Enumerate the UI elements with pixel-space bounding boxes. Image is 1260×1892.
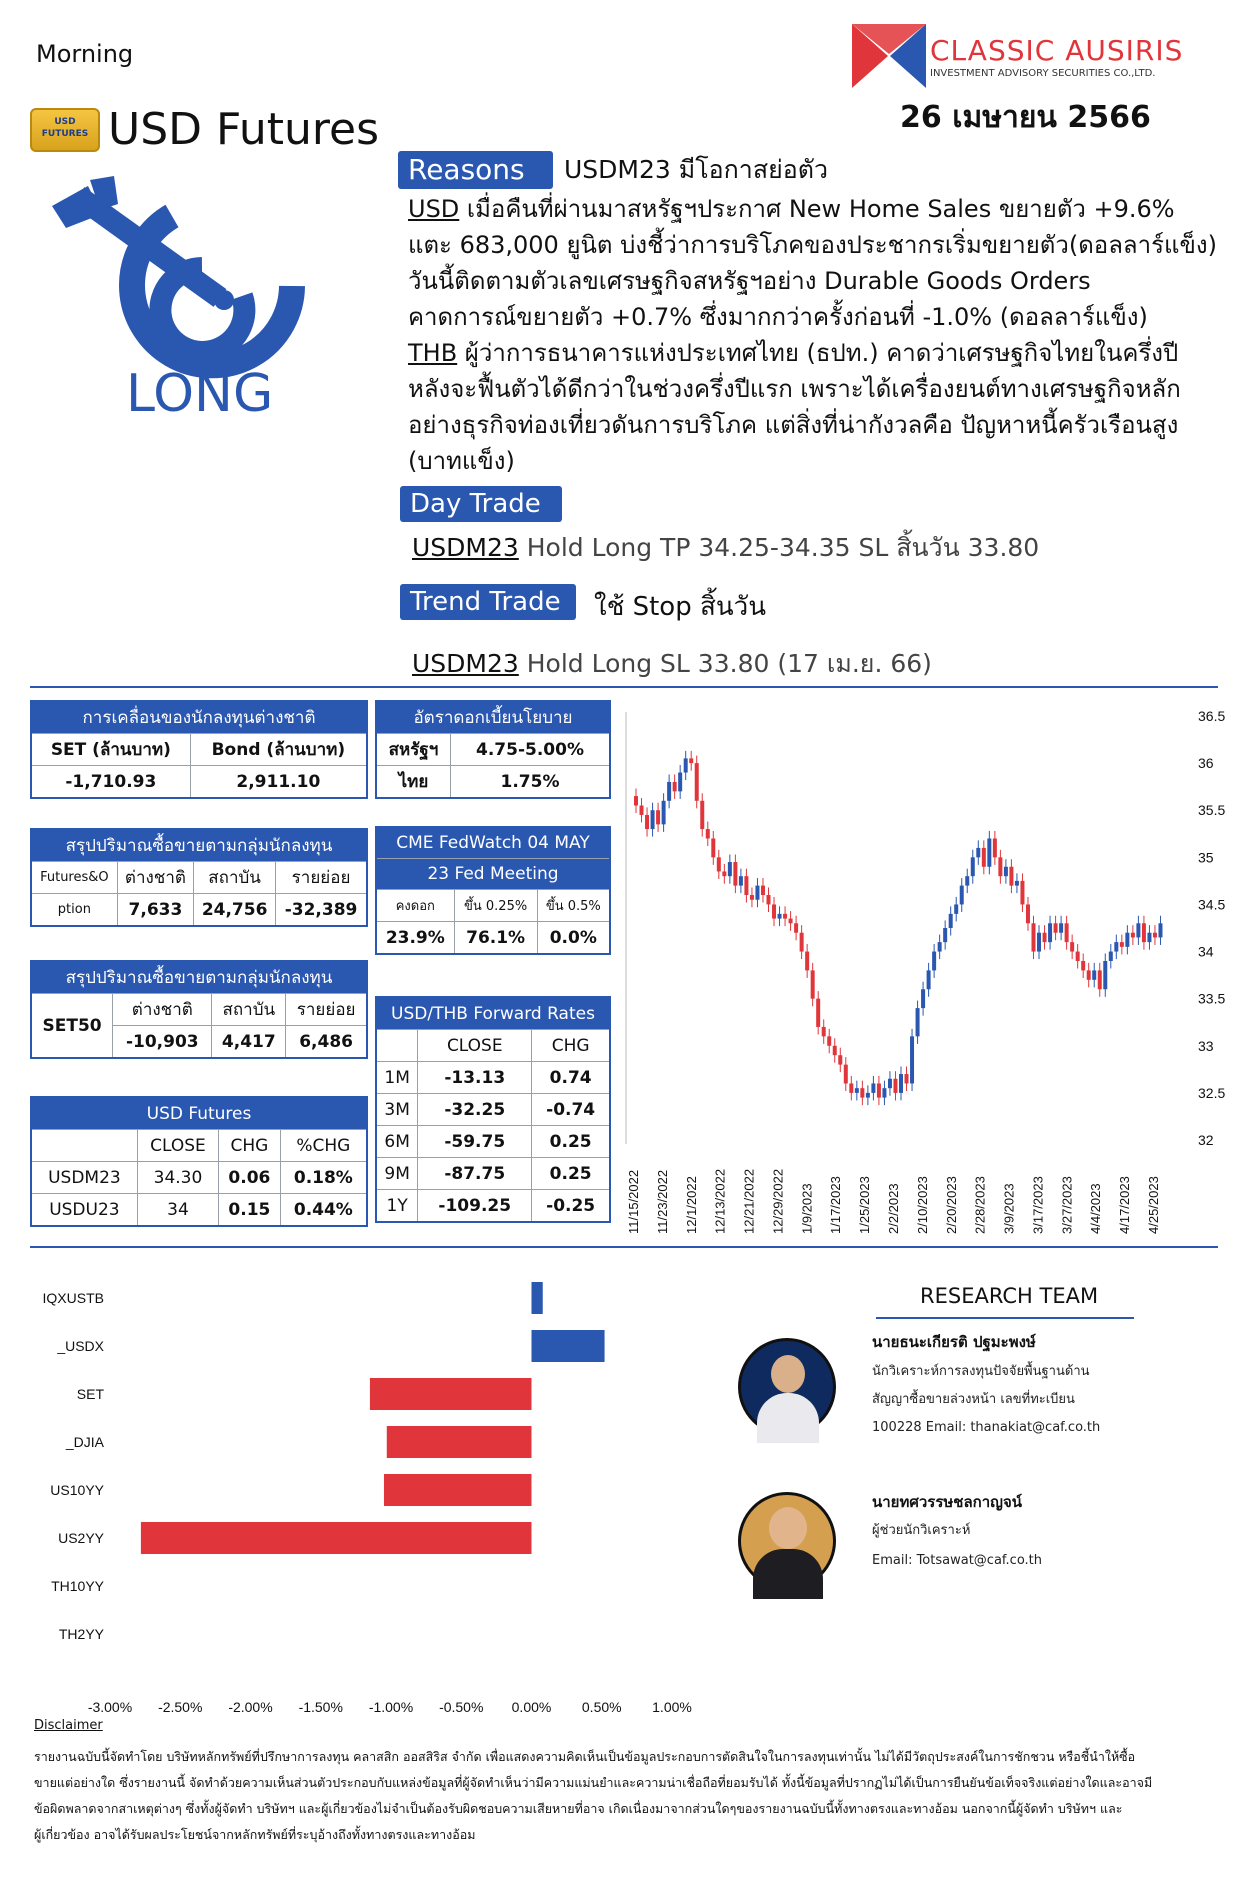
table-row: 9M -87.75 0.25 — [376, 1158, 610, 1190]
candle-body — [921, 989, 925, 1008]
candle-body — [998, 857, 1002, 876]
candle-body — [888, 1079, 892, 1088]
reason-line-1: USD เมื่อคืนที่ผ่านมาสหรัฐฯประกาศ New Home Sales ขยายตัว +9.6% — [408, 195, 1175, 223]
fedwatch-v-25: 76.1% — [454, 922, 537, 955]
x-tick-label: -2.00% — [228, 1699, 273, 1715]
bar — [384, 1474, 532, 1506]
x-tick-label: 1/17/2023 — [828, 1176, 844, 1234]
reasons-headline: USDM23 มีโอกาสย่อตัว — [564, 155, 829, 184]
disclaimer-body: รายงานฉบับนี้จัดทำโดย บริษัทหลักทรัพย์ที่ปรึกษาการลงทุน คลาสสิก ออสสิริส จำกัด เพื่อแสดงความคิดเห็นเป็นข้อมูลประกอบการตัดสินใจในการลงทุนเท่านั้น ไม่ได้มีวัตถุประสงค์ในการชักชวน หรือชี้นำให้ซื้อ ขายแต่อย่างใด ซึ่งรายงานนี้ จัดทำด้วยความเห็นส่วนตัวประกอบกับแหล่งข้อมูลที่ผู้จัดทำเห็นว่ามีความแม่นยำและความน่าเชื่อถือที่ยอมรับได้ ทั้งนี้ข้อมูลที่ปรากฏไม่ได้เป็นการยืนยันข้อเท็จจริงแต่อย่างใดและอาจมี ข้อผิดพลาดจากสาเหตุต่างๆ ซึ่งทั้งผู้จัดทำ บริษัทฯ และผู้เกี่ยวข้องไม่จำเป็นต้องรับผิดชอบความเสียหายที่อาจ เกิดเนื่องมาจากส่วนใดๆของรายงานฉบับนี้ทั้งทางตรงและทางอ้อม นอกจากนี้ผู้จัดทำ บริษัทฯ และ ผู้เกี่ยวข้อง อาจได้รับผลประโยชน์จากหลักทรัพย์ที่ระบุอ้างถึงทั้งทางตรงและทางอ้อม — [34, 1749, 1153, 1842]
x-tick-label: 3/9/2023 — [1001, 1183, 1017, 1234]
candle-body — [678, 773, 682, 792]
position-label: LONG — [126, 364, 274, 424]
value-set: -1,710.93 — [31, 766, 190, 799]
y-tick-label: 32.5 — [1198, 1084, 1226, 1101]
candle-body — [976, 848, 980, 857]
y-tick-label: 33.5 — [1198, 990, 1226, 1007]
usd-futures-logo — [30, 108, 100, 152]
set50-flow-table — [30, 960, 368, 1059]
x-tick-label: 12/1/2022 — [683, 1176, 699, 1234]
day-trade-label: Day Trade — [400, 486, 562, 522]
candle-body — [772, 904, 776, 918]
x-tick-label: -1.50% — [298, 1699, 343, 1715]
policy-country-th: ไทย — [376, 766, 450, 799]
usd-futures-h-pchg: %CHG — [280, 1130, 367, 1162]
member-2-name: นายทศวรรษชลกาญจน์ — [872, 1493, 1022, 1511]
fwd-h-0 — [376, 1030, 418, 1062]
x-tick-label: 4/17/2023 — [1117, 1176, 1133, 1234]
set50-label: SET50 — [31, 994, 113, 1059]
candle-body — [794, 923, 798, 932]
candle-body — [789, 919, 793, 924]
x-tick-label: 2/2/2023 — [886, 1183, 901, 1234]
page-title: USD Futures — [108, 104, 380, 155]
futures-flow-h-foreign: ต่างชาติ — [117, 862, 193, 894]
policy-rate-us: 4.75-5.00% — [450, 734, 610, 766]
candle-body — [827, 1036, 831, 1045]
candle-body — [938, 942, 942, 951]
candle-body — [695, 763, 699, 801]
bar — [370, 1378, 532, 1410]
candle-body — [1109, 952, 1113, 961]
morning-label: Morning — [36, 40, 134, 68]
candle-body — [717, 857, 721, 871]
candle-body — [805, 952, 809, 971]
candle-body — [1092, 970, 1096, 979]
candle-body — [855, 1088, 859, 1093]
table-row: USDU23 34 0.15 0.44% — [31, 1194, 367, 1227]
forward-rates-table — [375, 996, 611, 1223]
x-tick-label: 12/21/2022 — [741, 1168, 757, 1234]
candle-body — [905, 1074, 909, 1083]
member-2-details: ผู้ช่วยนักวิเคราะห์ Email: Totsawat@caf.co.th — [872, 1523, 1043, 1568]
reason-tag-thb: THB — [408, 339, 458, 367]
reason-line-2: แตะ 683,000 ยูนิต บ่งชี้ว่าการบริโภคของประชากรเริ่มขยายตัว(ดอลลาร์แข็ง) — [408, 231, 1217, 259]
market-change-bar-chart — [30, 1264, 720, 1715]
bar — [387, 1426, 532, 1458]
table-row: USDM23 34.30 0.06 0.18% — [31, 1162, 367, 1194]
research-team-underline — [876, 1317, 1134, 1319]
y-tick-label: 34.5 — [1198, 896, 1226, 913]
candle-body — [1043, 933, 1047, 942]
set50-v-inst: 4,417 — [212, 1026, 286, 1059]
policy-rate-table — [375, 700, 611, 799]
candle-body — [1087, 970, 1091, 979]
trend-trade-note: ใช้ Stop สิ้นวัน — [594, 592, 766, 622]
table-row: 6M -59.75 0.25 — [376, 1126, 610, 1158]
candle-body — [971, 857, 975, 876]
y-tick-label: 34 — [1198, 943, 1214, 960]
member-1-name: นายธนะเกียรติ ปฐมะพงษ์ — [872, 1333, 1036, 1351]
x-tick-label: 2/28/2023 — [972, 1176, 988, 1234]
x-tick-label: 11/23/2022 — [654, 1169, 670, 1234]
futures-flow-v-foreign: 7,633 — [117, 894, 193, 927]
set50-h-foreign: ต่างชาติ — [113, 994, 212, 1026]
fedwatch-table — [375, 826, 611, 955]
policy-rate-th: 1.75% — [450, 766, 610, 799]
candle-body — [800, 933, 804, 952]
trend-trade-symbol: USDM23 — [412, 649, 519, 678]
candle-body — [1054, 923, 1058, 932]
candle-body — [1059, 923, 1063, 932]
futures-flow-label-a: Futures&O — [31, 862, 117, 894]
fwd-h-chg: CHG — [532, 1030, 610, 1062]
candle-body — [965, 876, 969, 885]
fedwatch-h-hold: คงดอก — [376, 890, 454, 922]
reasons-body — [408, 191, 1258, 479]
candle-body — [1032, 923, 1036, 951]
candle-body — [700, 801, 704, 829]
candle-body — [706, 829, 710, 838]
candle-body — [750, 895, 754, 900]
candle-body — [1026, 904, 1030, 923]
target-icon — [52, 176, 302, 376]
category-label: IQXUSTB — [42, 1290, 104, 1306]
fedwatch-h-50: ขึ้น 0.5% — [537, 890, 610, 922]
x-tick-label: 2/20/2023 — [943, 1176, 959, 1234]
candle-body — [949, 914, 953, 928]
reason-line-7: อย่างธุรกิจท่องเที่ยวดันการบริโภค แต่สิ่งที่น่ากังวลคือ ปัญหาหนี้ครัวเรือนสูง — [408, 411, 1179, 439]
bar — [532, 1282, 543, 1314]
fedwatch-title-a: CME FedWatch 04 MAY — [376, 827, 610, 859]
usd-futures-h-chg: CHG — [219, 1130, 281, 1162]
company-name: CLASSIC AUSIRIS — [930, 34, 1184, 67]
candle-body — [744, 876, 748, 895]
candle-body — [1004, 867, 1008, 876]
x-tick-label: 11/15/2022 — [626, 1169, 641, 1234]
candle-body — [651, 810, 655, 829]
candle-body — [667, 782, 671, 801]
candle-body — [932, 952, 936, 971]
candle-body — [1081, 961, 1085, 970]
fedwatch-title-b: 23 Fed Meeting — [376, 859, 610, 890]
candle-body — [1153, 933, 1157, 938]
candle-body — [739, 876, 743, 885]
reason-line-5: THB ผู้ว่าการธนาคารแห่งประเทศไทย (ธปท.) คาดว่าเศรษฐกิจไทยในครึ่งปี — [408, 339, 1179, 367]
report-date: 26 เมษายน 2566 — [900, 100, 1151, 135]
member-1-details: นักวิเคราะห์การลงทุนปัจจัยพื้นฐานด้าน สัญญาซื้อขายล่วงหน้า เลขที่ทะเบียน 100228 Email: thanakiat@caf.co.th — [872, 1364, 1101, 1435]
reason-tag-usd: USD — [408, 195, 460, 223]
candle-body — [993, 838, 997, 857]
futures-flow-label-b: ption — [31, 894, 117, 927]
company-subtitle: INVESTMENT ADVISORY SECURITIES CO.,LTD. — [930, 68, 1156, 79]
candle-body — [893, 1079, 897, 1093]
candle-body — [733, 862, 737, 886]
category-label: _DJIA — [65, 1434, 104, 1450]
reason-line-8: (บาทแข็ง) — [408, 447, 515, 475]
candle-body — [916, 1008, 920, 1036]
x-tick-label: 3/27/2023 — [1059, 1176, 1075, 1234]
x-tick-label: 1/9/2023 — [799, 1183, 815, 1234]
bar — [141, 1522, 532, 1554]
candle-body — [1114, 942, 1118, 951]
bar — [532, 1330, 605, 1362]
category-label: SET — [76, 1386, 104, 1402]
candle-body — [960, 886, 964, 905]
candle-body — [1048, 923, 1052, 942]
candle-body — [645, 815, 649, 829]
reason-line-6: หลังจะฟื้นตัวได้ดีกว่าในช่วงครึ่งปีแรก เพราะได้เครื่องยนต์ทางเศรษฐกิจหลัก — [408, 375, 1181, 403]
candle-body — [783, 914, 787, 919]
candle-body — [1142, 923, 1146, 942]
research-team-title: RESEARCH TEAM — [920, 1284, 1099, 1308]
candle-body — [927, 970, 931, 989]
candle-body — [767, 895, 771, 904]
candle-body — [1098, 970, 1102, 989]
trend-trade-label: Trend Trade — [400, 584, 576, 620]
candle-body — [1037, 933, 1041, 952]
candle-body — [860, 1088, 864, 1097]
candle-body — [866, 1093, 870, 1098]
candle-body — [816, 999, 820, 1027]
candle-body — [838, 1055, 842, 1064]
x-tick-label: 12/29/2022 — [770, 1168, 786, 1234]
candle-body — [982, 848, 986, 867]
set50-h-inst: สถาบัน — [212, 994, 286, 1026]
value-bond: 2,911.10 — [190, 766, 367, 799]
futures-flow-h-inst: สถาบัน — [194, 862, 276, 894]
category-label: US2YY — [58, 1530, 104, 1546]
candle-body — [1020, 881, 1024, 905]
header-set: SET (ล้านบาท) — [31, 734, 190, 766]
x-tick-label: -0.50% — [439, 1699, 484, 1715]
disclaimer-title: Disclaimer — [34, 1718, 103, 1733]
fedwatch-v-50: 0.0% — [537, 922, 610, 955]
candle-body — [1065, 923, 1069, 942]
candle-body — [711, 838, 715, 857]
candle-body — [987, 838, 991, 866]
candle-body — [849, 1083, 853, 1092]
candle-body — [877, 1083, 881, 1097]
table-row: 1Y -109.25 -0.25 — [376, 1190, 610, 1223]
x-tick-label: 0.50% — [581, 1699, 622, 1715]
candle-body — [728, 862, 732, 876]
policy-country-us: สหรัฐฯ — [376, 734, 450, 766]
candle-body — [1009, 867, 1013, 886]
foreign-flow-table — [30, 700, 368, 799]
candle-body — [844, 1065, 848, 1084]
avatar — [738, 1492, 836, 1590]
x-tick-label: 0.00% — [511, 1699, 552, 1715]
candle-body — [778, 914, 782, 919]
candle-body — [833, 1046, 837, 1055]
x-tick-label: -2.50% — [158, 1699, 203, 1715]
y-tick-label: 35 — [1198, 849, 1214, 866]
day-trade-text: USDM23 Hold Long TP 34.25-34.35 SL สิ้นวัน 33.80 — [412, 533, 1040, 562]
candle-body — [882, 1088, 886, 1097]
candle-body — [755, 886, 759, 900]
foreign-flow-title: การเคลื่อนของนักลงทุนต่างชาติ — [31, 701, 367, 734]
x-tick-label: 1/25/2023 — [857, 1176, 873, 1234]
candle-body — [1131, 933, 1135, 938]
y-tick-label: 36 — [1198, 755, 1214, 772]
usd-futures-logo-text: USD FUTURES — [41, 117, 89, 139]
divider-mid — [30, 1246, 1218, 1248]
candle-body — [1015, 881, 1019, 886]
day-trade-symbol: USDM23 — [412, 533, 519, 562]
usd-futures-h-close: CLOSE — [137, 1130, 218, 1162]
trend-trade-text: USDM23 Hold Long SL 33.80 (17 เม.ย. 66) — [412, 649, 932, 678]
candle-body — [1158, 923, 1162, 937]
reason-line-4: คาดการณ์ขยายตัว +0.7% ซึ่งมากกว่าครั้งก่อนที่ -1.0% (ดอลลาร์แข็ง) — [408, 303, 1148, 331]
x-tick-label: 2/10/2023 — [914, 1176, 930, 1234]
y-tick-label: 36.5 — [1198, 708, 1226, 724]
candle-body — [811, 970, 815, 998]
set50-v-foreign: -10,903 — [113, 1026, 212, 1059]
x-tick-label: 1.00% — [652, 1699, 692, 1715]
candle-body — [910, 1036, 914, 1083]
x-tick-label: 4/4/2023 — [1088, 1183, 1104, 1234]
candle-body — [1125, 933, 1129, 947]
usd-futures-table — [30, 1096, 368, 1227]
table-row: 1M -13.13 0.74 — [376, 1062, 610, 1094]
candle-body — [689, 758, 693, 763]
futures-flow-table — [30, 828, 368, 927]
candle-body — [1136, 923, 1140, 937]
x-tick-label: 4/25/2023 — [1146, 1176, 1161, 1234]
y-tick-label: 33 — [1198, 1037, 1214, 1054]
set50-h-retail: รายย่อย — [286, 994, 367, 1026]
divider-top — [30, 686, 1218, 688]
candle-body — [899, 1074, 903, 1093]
category-label: _USDX — [57, 1338, 104, 1354]
table-row: 3M -32.25 -0.74 — [376, 1094, 610, 1126]
candle-body — [822, 1027, 826, 1036]
fedwatch-v-hold: 23.9% — [376, 922, 454, 955]
candle-body — [673, 782, 677, 791]
candle-body — [1147, 933, 1151, 942]
category-label: TH10YY — [51, 1578, 104, 1594]
candle-body — [662, 801, 666, 825]
y-tick-label: 32 — [1198, 1132, 1214, 1148]
usd-futures-title: USD Futures — [31, 1097, 367, 1130]
policy-rate-title: อัตราดอกเบี้ยนโยบาย — [376, 701, 610, 734]
candle-body — [634, 796, 638, 805]
set50-flow-title: สรุปปริมาณซื้อขายตามกลุ่มนักลงทุน — [31, 961, 367, 994]
futures-flow-v-inst: 24,756 — [194, 894, 276, 927]
usd-futures-h-0 — [31, 1130, 137, 1162]
candle-body — [684, 758, 688, 772]
candle-body — [640, 806, 644, 815]
candle-body — [943, 928, 947, 942]
candle-body — [1120, 942, 1124, 947]
candle-body — [954, 904, 958, 913]
candle-body — [656, 810, 660, 824]
candle-body — [871, 1083, 875, 1092]
candle-body — [1070, 942, 1074, 951]
set50-v-retail: 6,486 — [286, 1026, 367, 1059]
usdm23-candlestick-chart — [620, 700, 1226, 1240]
futures-flow-title: สรุปปริมาณซื้อขายตามกลุ่มนักลงทุน — [31, 829, 367, 862]
x-tick-label: -3.00% — [87, 1699, 133, 1715]
category-label: TH2YY — [58, 1626, 104, 1642]
x-tick-label: 12/13/2022 — [712, 1168, 728, 1234]
candle-body — [1076, 952, 1080, 961]
fedwatch-h-25: ขึ้น 0.25% — [454, 890, 537, 922]
x-tick-label: 3/17/2023 — [1030, 1176, 1046, 1234]
avatar — [738, 1338, 836, 1436]
y-tick-label: 35.5 — [1198, 802, 1226, 819]
category-label: US10YY — [50, 1482, 104, 1498]
candle-body — [722, 871, 726, 876]
company-logo — [852, 24, 926, 88]
fwd-h-close: CLOSE — [418, 1030, 532, 1062]
forward-rates-title: USD/THB Forward Rates — [376, 997, 610, 1030]
reason-line-3: วันนี้ติดตามตัวเลขเศรษฐกิจสหรัฐฯอย่าง Durable Goods Orders — [408, 267, 1091, 295]
x-tick-label: -1.00% — [368, 1699, 414, 1715]
candle-body — [761, 886, 765, 895]
futures-flow-v-retail: -32,389 — [276, 894, 367, 927]
header-bond: Bond (ล้านบาท) — [190, 734, 367, 766]
candle-body — [1103, 961, 1107, 989]
futures-flow-h-retail: รายย่อย — [276, 862, 367, 894]
reasons-label: Reasons — [398, 151, 553, 189]
